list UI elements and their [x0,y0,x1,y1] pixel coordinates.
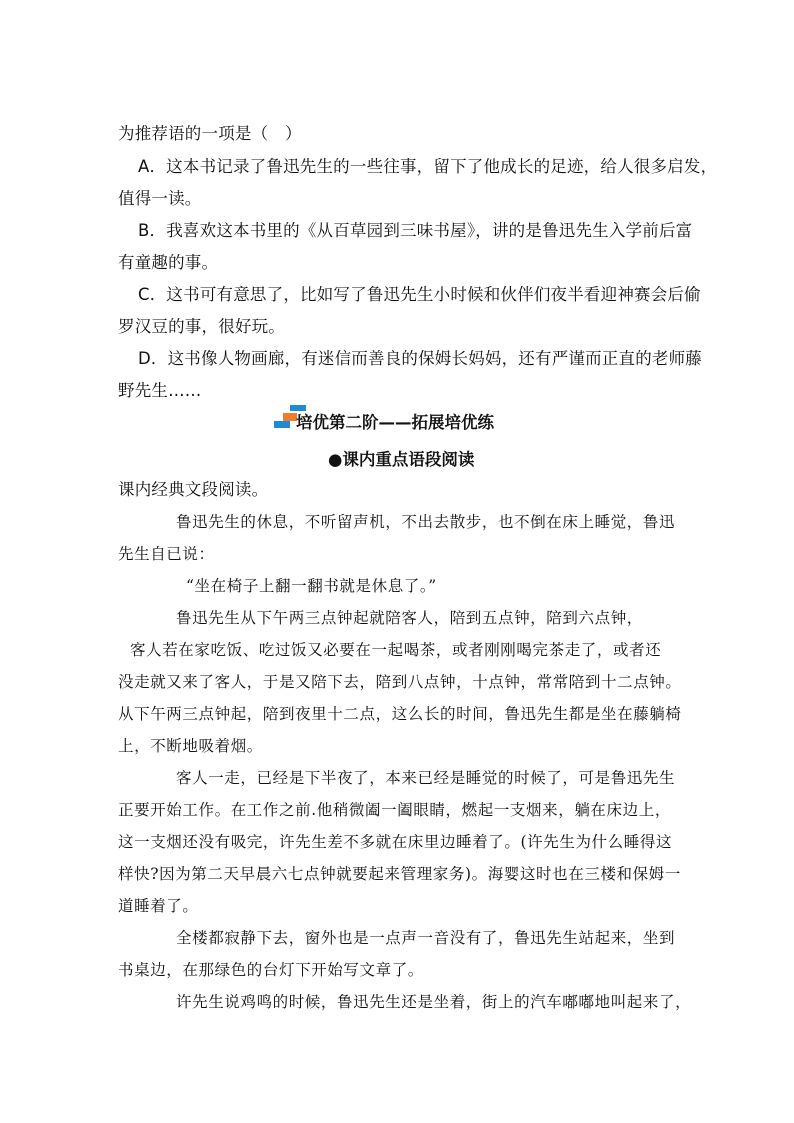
passage-line: 书桌边，在那绿色的台灯下开始写文章了。 [118,961,424,979]
section-header [274,405,534,433]
passage-line: 样快?因为第二天早晨六七点钟就要起来管理家务)。海婴这时也在三楼和保姆一 [118,865,681,883]
passage-line: 先生自已说： [118,545,215,563]
passage-line: 上，不断地吸着烟。 [118,737,263,755]
option-c-line-2: 罗汉豆的事，很好玩。 [118,317,285,336]
option-b-line-2: 有童趣的事。 [118,253,219,272]
reading-intro: 课内经典文段阅读。 [118,480,269,499]
option-b-line-1: B．我喜欢这本书里的《从百草园到三味书屋》，讲的是鲁迅先生入学前后富 [138,221,693,240]
option-a-line-1: A．这本书记录了鲁迅先生的一些往事，留下了他成长的足迹，给人很多启发， [138,157,718,176]
passage-line: 鲁迅先生从下午两三点钟起就陪客人，陪到五点钟，陪到六点钟， [176,609,643,627]
section-subtitle: ●课内重点语段阅读 [328,450,475,469]
section-title: 培优第二阶——拓展培优练 [296,413,494,432]
passage-line: 正要开始工作。在工作之前.他稍微阖一阖眼睛，燃起一支烟来，躺在床边上， [118,801,671,819]
passage-line: 客人若在家吃饭、吃过饭又必要在一起喝茶，或者刚刚喝完茶走了，或者还 [130,641,662,659]
option-d-line-2: 野先生…… [118,381,202,400]
passage-line: “坐在椅子上翻一翻书就是休息了。” [186,577,437,595]
passage-line: 没走就又来了客人，于是又陪下去，陪到八点钟，十点钟，常常陪到十二点钟。 [118,673,682,691]
option-d-line-1: D．这书像人物画廊，有迷信而善良的保姆长妈妈，还有严谨而正直的老师藤 [138,349,703,368]
passage-line: 这一支烟还没有吸完，许先生差不多就在床里边睡着了。(许先生为什么睡得这 [118,833,673,851]
option-a-line-2: 值得一读。 [118,189,202,208]
passage-line: 从下午两三点钟起，陪到夜里十二点，这么长的时间，鲁迅先生都是坐在藤躺椅 [118,705,682,723]
passage-line: 道睡着了。 [118,897,199,915]
question-stem: 为推荐语的一项是（ ） [118,124,302,143]
passage-line: 鲁迅先生的休息，不听留声机，不出去散步，也不倒在床上睡觉，鲁迅 [176,513,676,531]
passage-line: 全楼都寂静下去，窗外也是一点声一音没有了，鲁迅先生站起来，坐到 [176,929,676,947]
passage-line: 许先生说鸡鸣的时候，鲁迅先生还是坐着，街上的汽车嘟嘟地叫起来了， [176,993,692,1011]
passage-line: 客人一走，已经是下半夜了，本来已经是睡觉的时候了，可是鲁迅先生 [176,769,676,787]
option-c-line-1: C．这书可有意思了，比如写了鲁迅先生小时候和伙伴们夜半看迎神赛会后偷 [138,285,701,304]
